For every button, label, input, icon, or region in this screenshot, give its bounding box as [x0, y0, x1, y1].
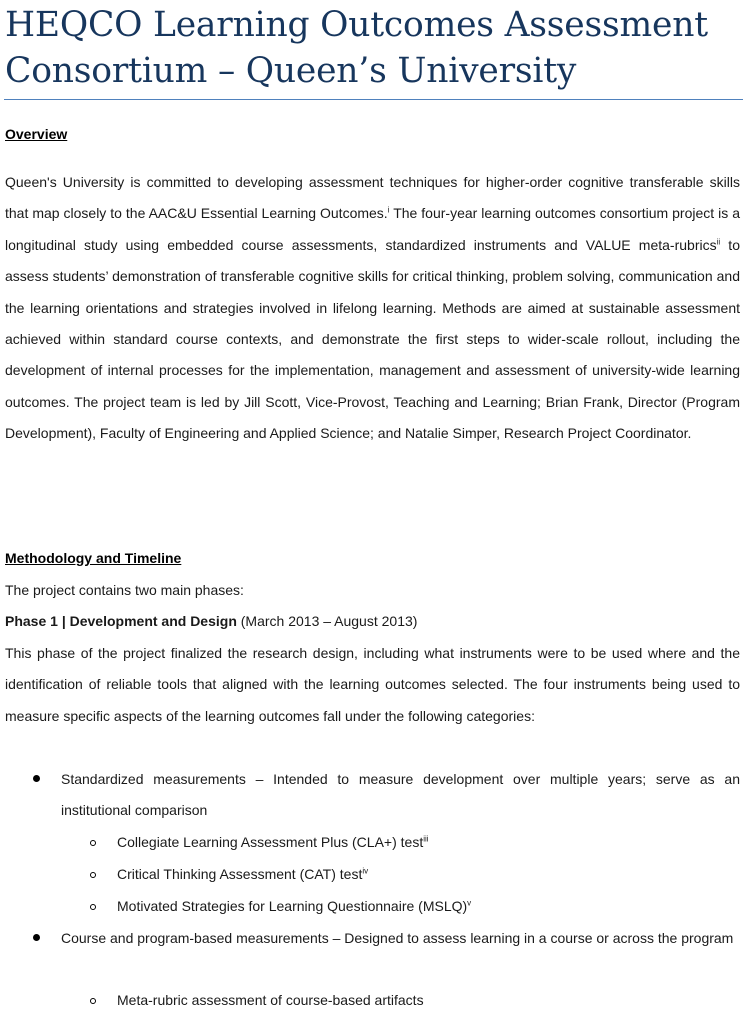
sub-bullet-circle: [90, 840, 96, 846]
title-underline: [4, 99, 743, 100]
methodology-intro: The project contains two main phases:: [5, 582, 244, 598]
overview-text-2: The four-year learning outcomes consortium project is a longitudinal study using embedded course assessments, standardized instruments and VALUE meta-rubrics: [5, 205, 740, 253]
bullet-dot: [33, 775, 40, 782]
phase1-label: Phase 1 | Development and Design: [5, 613, 237, 629]
sub-bullet-circle: [90, 872, 96, 878]
endnote-marker-i[interactable]: i: [387, 205, 390, 215]
sub-item-meta-rubric-text: Meta-rubric assessment of course-based artifacts: [117, 992, 424, 1008]
phase1-dates: (March 2013 – August 2013): [236, 613, 418, 629]
sub-item-cla: [117, 827, 429, 858]
phase1-paragraph: This phase of the project finalized the research design, including what instruments were to be used where and the identification of reliable tools that aligned with the learning outcomes selected. The four instruments being used to measure specific aspects of the learning outcomes fall under the following categories:: [5, 645, 740, 724]
sub-item-mslq-text: Motivated Strategies for Learning Questionnaire (MSLQ): [117, 898, 468, 914]
endnote-marker-ii[interactable]: ii: [716, 237, 721, 247]
bullet-item-standardized: Standardized measurements – Intended to measure development over multiple years; serve as an institutional comparison: [61, 771, 740, 819]
overview-text-3: to assess students’ demonstration of transferable cognitive skills for critical thinking, problem solving, communication and the learning orientations and strategies involved in lifelong learning. Methods are aimed at sustainable assessment achieved within standard course contexts, and demonstrate the first steps to wider-scale rollout, including the development of internal processes for the implementation, management and assessment of university-wide learning outcomes. The project team is led by Jill Scott, Vice-Provost, Teaching and Learning; Brian Frank, Director (Program Development), Faculty of Engineering and Applied Science; and Natalie Simper, Research Project Coordinator.: [5, 236, 740, 442]
endnote-marker-v[interactable]: v: [467, 898, 472, 908]
endnote-marker-iv[interactable]: iv: [362, 866, 369, 876]
document-title: HEQCO Learning Outcomes Assessment Consortium – Queen’s University: [5, 5, 708, 91]
phase1-line: [5, 613, 417, 629]
sub-item-mslq: [117, 891, 471, 922]
sub-item-cla-text: Collegiate Learning Assessment Plus (CLA+) test: [117, 834, 424, 850]
bullet-item-course-program: Course and program-based measurements – Designed to assess learning in a course or across the program: [61, 930, 734, 946]
methodology-heading: Methodology and Timeline: [5, 550, 182, 566]
bullet-dot: [33, 934, 40, 941]
overview-paragraph: [5, 167, 740, 450]
overview-text-1: Queen's University is committed to developing assessment techniques for higher-order cognitive transferable skills that map closely to the AAC&U Essential Learning Outcomes.: [5, 174, 740, 222]
overview-heading: Overview: [5, 126, 68, 142]
sub-item-cat: [117, 859, 368, 890]
sub-item-meta-rubric: [117, 985, 424, 1016]
sub-bullet-circle: [90, 904, 96, 910]
sub-bullet-circle: [90, 998, 96, 1004]
endnote-marker-iii[interactable]: iii: [423, 834, 429, 844]
sub-item-cat-text: Critical Thinking Assessment (CAT) test: [117, 866, 363, 882]
